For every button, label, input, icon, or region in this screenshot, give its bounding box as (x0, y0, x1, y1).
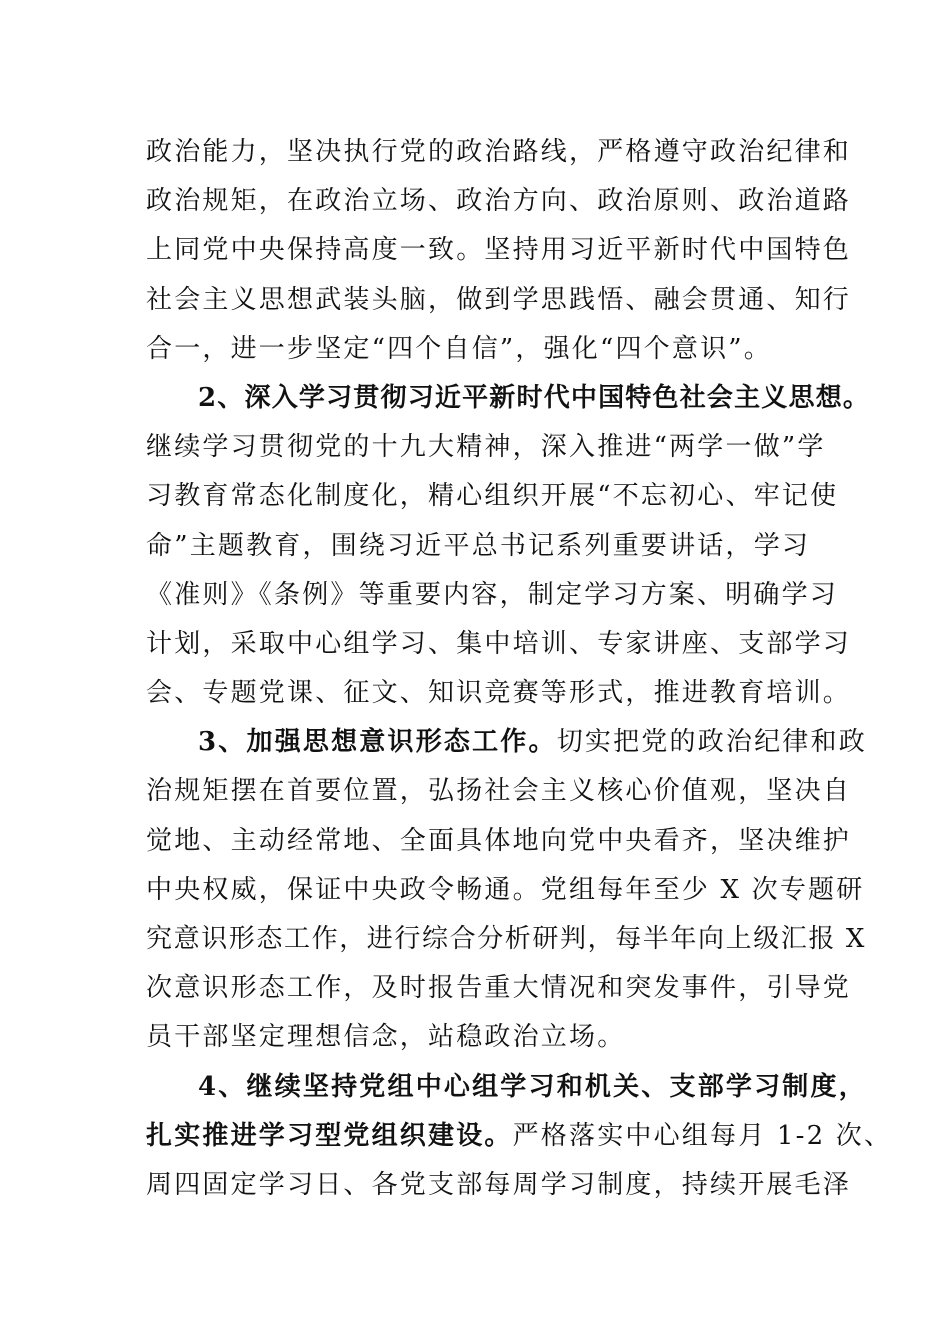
text-line: 上同党中央保持高度一致。坚持用习近平新时代中国特色 (146, 235, 852, 266)
section-heading: 4、继续坚持党组中心组学习和机关、支部学习制度， (198, 1071, 867, 1102)
text-line: 计划，采取中心组学习、集中培训、专家讲座、支部学习 (146, 628, 852, 659)
text-line: 周四固定学习日、各党支部每周学习制度，持续开展毛泽 (146, 1169, 852, 1200)
paragraph-1 (146, 128, 852, 374)
text-line: 扎实推进学习型党组织建设。严格落实中心组每月 1-2 次、 (146, 1120, 893, 1151)
text-line: 合一，进一步坚定“四个自信”，强化“四个意识”。 (146, 333, 772, 364)
section-heading: 3、加强思想意识形态工作。 (198, 727, 557, 758)
text-line: 治规矩摆在首要位置，弘扬社会主义核心价值观，坚决自 (146, 776, 852, 807)
text-line: 政治规矩，在政治立场、政治方向、政治原则、政治道路 (146, 186, 852, 217)
text-line: 中央权威，保证中央政令畅通。党组每年至少 X 次专题研 (146, 874, 865, 905)
paragraph-4 (146, 1063, 893, 1211)
paragraph-3 (146, 718, 867, 1062)
text-line: 命”主题教育，围绕习近平总书记系列重要讲话，学习 (146, 530, 811, 561)
text-line: 觉地、主动经常地、全面具体地向党中央看齐，坚决维护 (146, 825, 852, 856)
text-line: 政治能力，坚决执行党的政治路线，严格遵守政治纪律和 (146, 137, 852, 167)
text-line (146, 1063, 867, 1112)
section-heading: 2、深入学习贯彻习近平新时代中国特色社会主义思想。 (198, 382, 871, 413)
text-line: 《准则》《条例》等重要内容，制定学习方案、明确学习 (146, 579, 839, 610)
document-page (146, 128, 893, 1210)
text-line: 次意识形态工作，及时报告重大情况和突发事件，引导党 (146, 973, 852, 1004)
text-line: 究意识形态工作，进行综合分析研判，每半年向上级汇报 X (146, 924, 866, 954)
text-line: 继续学习贯彻党的十九大精神，深入推进“两学一做”学 (146, 432, 826, 463)
text-line: 会、专题党课、征文、知识竞赛等形式，推进教育培训。 (146, 678, 852, 709)
text-line: 社会主义思想武装头脑，做到学思践悟、融会贯通、知行 (146, 284, 852, 315)
text-line: 员干部坚定理想信念，站稳政治立场。 (146, 1022, 626, 1053)
text-line (146, 374, 871, 423)
text-line: 3、加强思想意识形态工作。切实把党的政治纪律和政 (198, 727, 867, 758)
text-line: 习教育常态化制度化，精心组织开展“不忘初心、牢记使 (146, 481, 839, 512)
paragraph-2 (146, 374, 871, 718)
